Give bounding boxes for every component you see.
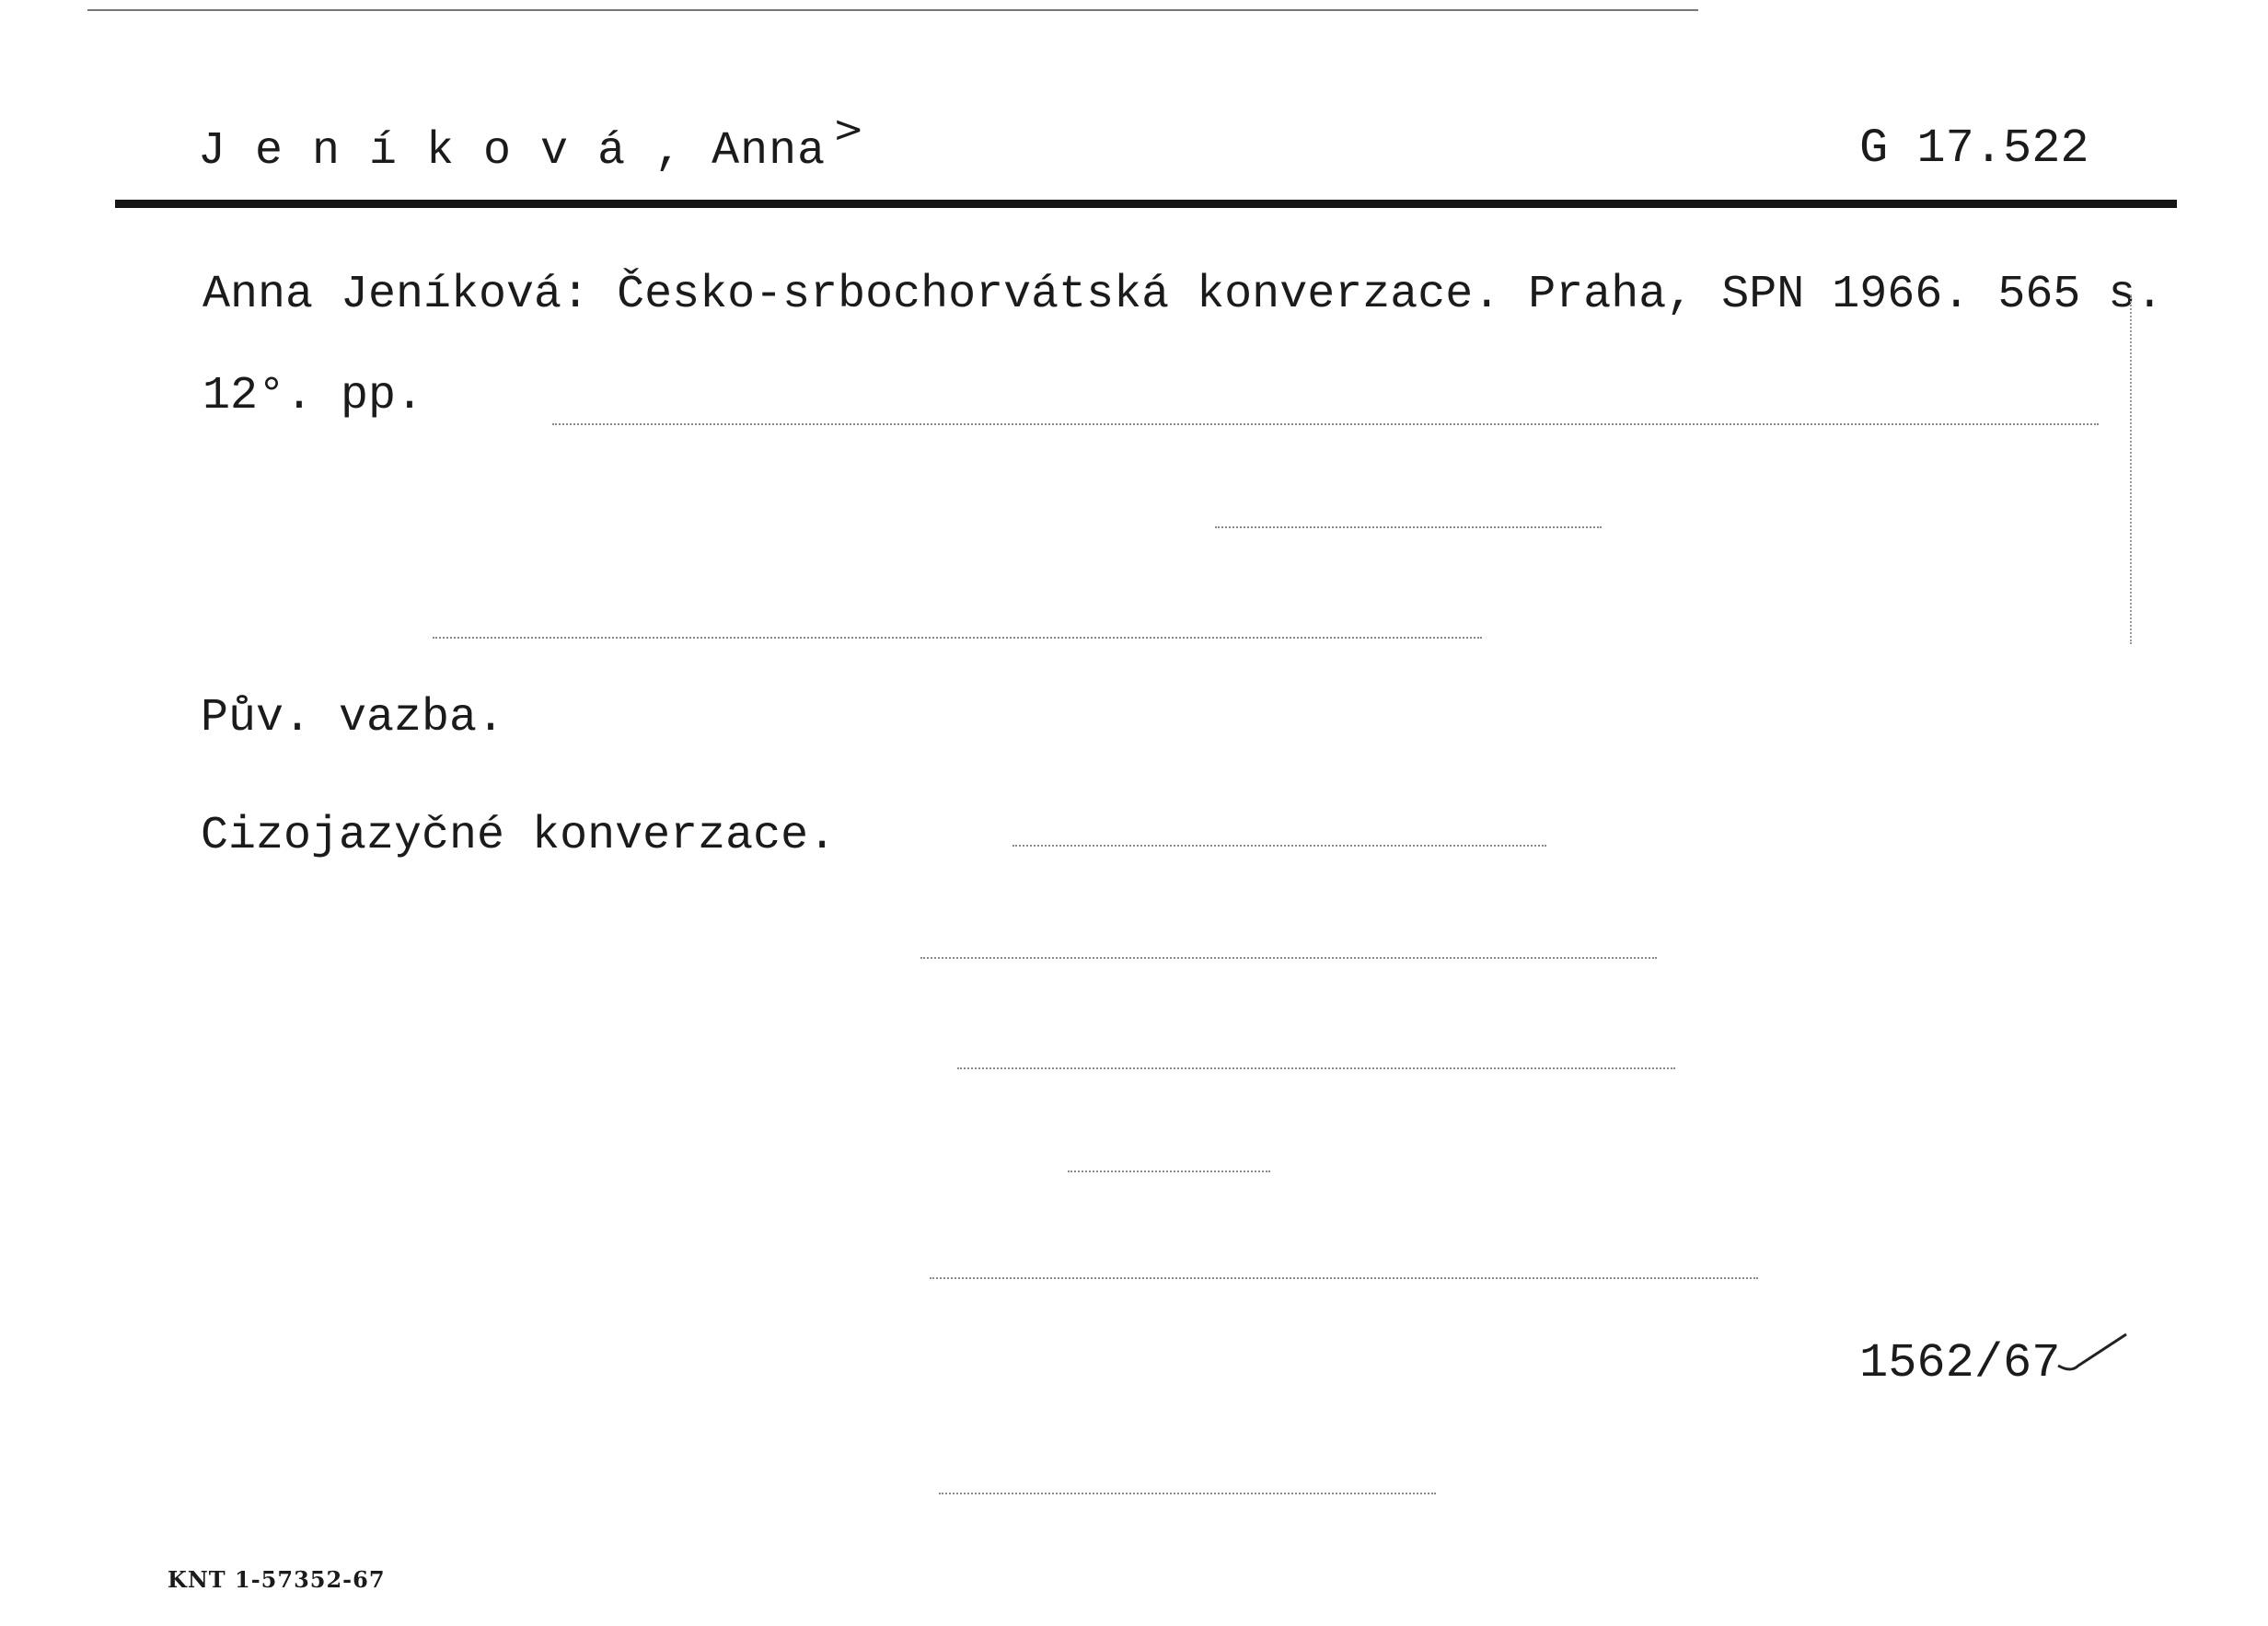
subject-heading: Cizojazyčné konverzace. xyxy=(201,810,837,862)
top-edge-rule xyxy=(87,9,1698,11)
ruling-line xyxy=(1012,845,1546,847)
ruling-line xyxy=(930,1277,1758,1279)
ruling-line xyxy=(920,957,1657,959)
heading-rule xyxy=(115,200,2177,208)
ruling-line xyxy=(957,1067,1675,1069)
binding-note: Pův. vazba. xyxy=(201,692,505,744)
printer-code: KNT 1-57352-67 xyxy=(168,1566,386,1593)
accession-number: 1562/67 xyxy=(1859,1336,2061,1390)
author-heading: J e n í k o v á , Anna xyxy=(198,125,827,178)
checkmark-stroke xyxy=(2054,1325,2128,1380)
heading-correction-mark: > xyxy=(833,109,864,151)
ruling-line xyxy=(1068,1170,1270,1172)
shelf-signature: G 17.522 xyxy=(1859,121,2089,176)
ruling-line xyxy=(939,1493,1436,1494)
ruling-line xyxy=(433,637,1482,639)
ruling-line xyxy=(552,423,2099,425)
title-line: Anna Jeníková: Česko-srbochorvátská konverzace. Praha, SPN 1966. 565 s. xyxy=(202,269,2164,321)
format-line: 12°. pp. xyxy=(202,370,424,422)
right-edge-ruling xyxy=(2130,294,2132,644)
ruling-line xyxy=(1215,526,1602,528)
